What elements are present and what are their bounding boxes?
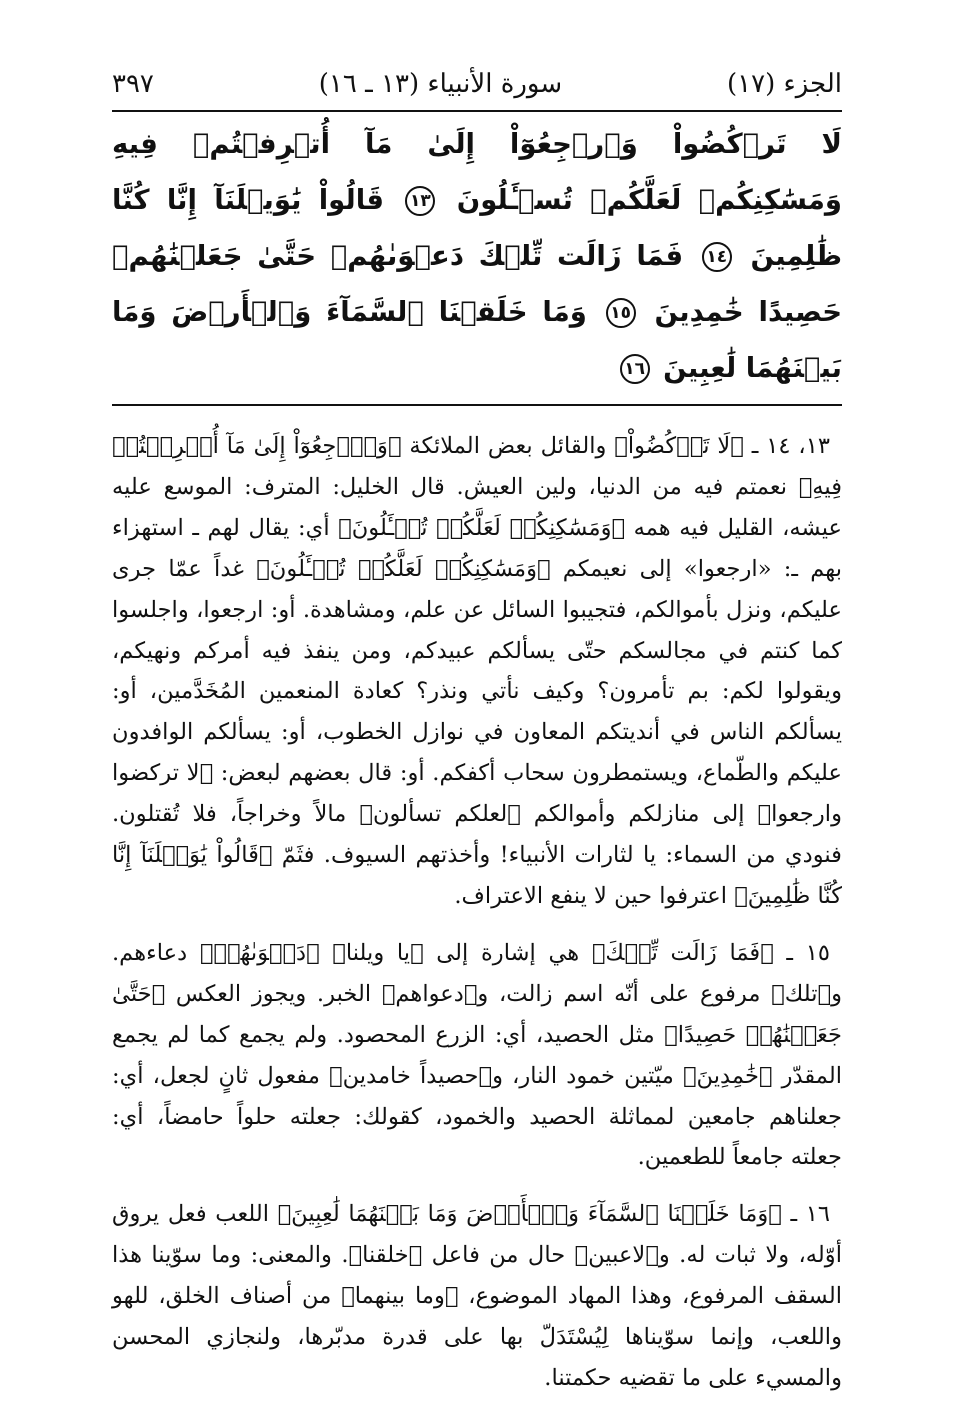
verse-16-text: وَمَا خَلَقۡنَا ٱلسَّمَآءَ وَٱلۡأَرۡضَ وَمَا بَيۡنَهُمَا لَٰعِبِينَ: [112, 296, 842, 384]
verse-14-text: قَالُواْ يَٰوَيۡلَنَآ إِنَّا كُنَّا ظَٰلِمِينَ: [112, 184, 843, 272]
commentary-paragraph-15: ١٥ ـ ﴿فَمَا زَالَت تِّلۡكَ﴾ هي إشارة إلى ﴿يا ويلنا﴾ ﴿دَعۡوَىٰهُمۡ﴾ دعاءهم. و﴿تلك﴾ مرفوع على أنّه اسم زالت، و﴿دعواهم﴾ الخبر. ويجوز العكس ﴿حَتَّىٰ جَعَلۡنَٰهُمۡ حَصِيدًا﴾ مثل الحصيد، أي: الزرع المحصود. ولم يجمع كما لم يجمع المقدّر ﴿خَٰمِدِينَ﴾ ميّتين خمود النار، و﴿حصيداً خامدين﴾ مفعول ثانٍ لجعل، أي: جعلناهم جامعين لمماثلة الحصيد والخمود، كقولك: جعلته حلواً حامضاً، أي: جعلته جامعاً للطعمين.: [112, 939, 842, 1171]
surah-title: سورة الأنبياء (١٣ ـ ١٦): [318, 69, 563, 99]
juz-label: الجزء (١٧): [726, 69, 842, 99]
page-header: [112, 58, 842, 112]
verse-13-marker: ١٣: [405, 186, 435, 216]
quran-verses: [112, 112, 842, 406]
verse-13-text: لَا تَرۡكُضُواْ وَٱرۡجِعُوٓاْ إِلَىٰ مَآ أُتۡرِفۡتُمۡ فِيهِ وَمَسَٰكِنِكُمۡ لَعَلَّكُمۡ تُسۡـَٔلُونَ: [112, 128, 843, 216]
verse-14-marker: ١٤: [702, 242, 732, 272]
commentary-paragraph-16: ١٦ ـ ﴿وَمَا خَلَقۡنَا ٱلسَّمَآءَ وَٱلۡأَرۡضَ وَمَا بَيۡنَهُمَا لَٰعِبِينَ﴾ اللعب فعل يروق أوّله، ولا ثبات له. و﴿لاعبين﴾ حال من فاعل ﴿خلقنا﴾. والمعنى: وما سوّينا هذا السقف المرفوع، وهذا المهاد الموضوع، ﴿وما بينهما﴾ من أصناف الخلق، للهو واللعب، وإنما سوّيناها لِيُسْتَدَلّ بها على قدرة مدبّرها، ولنجازي المحسن والمسيء على ما تقضيه حكمتنا.: [112, 1201, 842, 1391]
verse-15-marker: ١٥: [606, 298, 636, 328]
commentary: [112, 406, 842, 1399]
commentary-paragraph-13-14: ١٣، ١٤ ـ ﴿لَا تَرۡكُضُواْ﴾ والقائل بعض الملائكة ﴿وَٱرۡجِعُوٓاْ إِلَىٰ مَآ أُتۡرِفۡتُمۡ فِيهِ﴾ نعمتم فيه من الدنيا، ولين العيش. قال الخليل: المترف: الموسع عليه عيشه، القليل فيه همه ﴿وَمَسَٰكِنِكُمۡ لَعَلَّكُمۡ تُسۡـَٔلُونَ﴾ أي: يقال لهم ـ استهزاء بهم ـ: «ارجعوا» إلى نعيمكم ﴿وَمَسَٰكِنِكُمۡ لَعَلَّكُمۡ تُسۡـَٔلُونَ﴾ غداً عمّا جرى عليكم، ونزل بأموالكم، فتجيبوا السائل عن علم، ومشاهدة. أو: ارجعوا، واجلسوا كما كنتم في مجالسكم حتّى يسألكم عبيدكم، ومن ينفذ فيه أمركم ونهيكم، ويقولوا لكم: بم تأمرون؟ وكيف نأتي ونذر؟ كعادة المنعمين المُخَدَّمين، أو: يسألكم الناس في أنديتكم المعاون في نوازل الخطوب، أو: يسألكم الوافدون عليكم والطّماع، ويستمطرون سحاب أكفكم. أو: قال بعضهم لبعض: ﴿لا تركضوا وارجعوا﴾ إلى منازلكم وأموالكم ﴿لعلكم تسألون﴾ مالاً وخراجاً، فلا تُقتلون. فنودي من السماء: يا لثارات الأنبياء! وأخذتهم السيوف. فثَمّ ﴿قَالُواْ يَٰوَيۡلَنَآ إِنَّا كُنَّا ظَٰلِمِينَ﴾ اعترفوا حين لا ينفع الاعتراف.: [112, 433, 842, 909]
verse-16-marker: ١٦: [620, 354, 650, 384]
page-number: ٣٩٧: [112, 69, 154, 99]
verse-15-text: فَمَا زَالَت تِّلۡكَ دَعۡوَىٰهُمۡ حَتَّىٰ جَعَلۡنَٰهُمۡ حَصِيدًا خَٰمِدِينَ: [112, 240, 843, 328]
